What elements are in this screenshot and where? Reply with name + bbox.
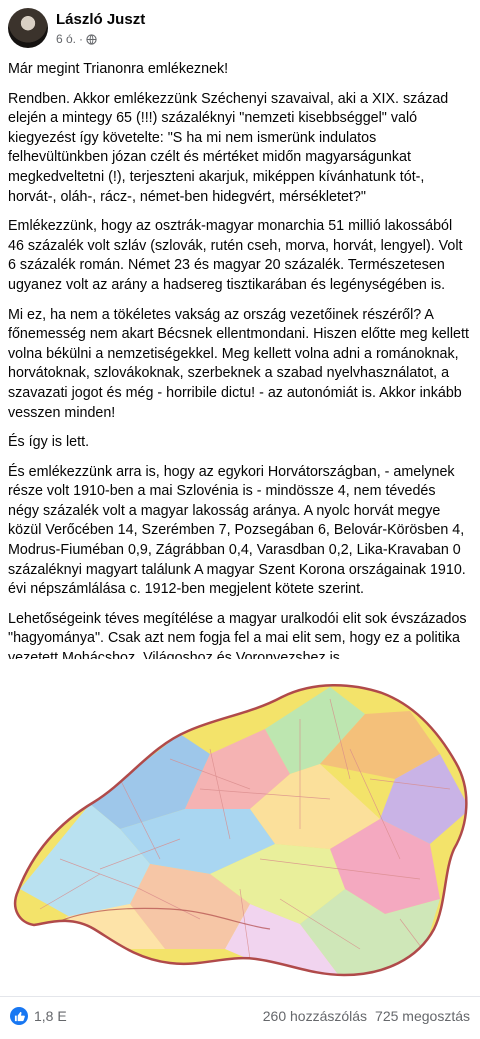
post-paragraph: Már megint Trianonra emlékeznek!: [8, 61, 229, 77]
post-paragraph: És így is lett.: [8, 434, 90, 451]
post-paragraph: Emlékezzünk, hogy az osztrák-magyar monarchia 51 millió lakossából 46 százalék volt szláv (szlovák, rutén cseh, morva, horvát, lengyel). Volt 6 százalék román. Német 23 és magyar 20 százalék. Természetesen ugyanez volt az arány a hadsereg tisztikarában és legénységében is.: [8, 218, 467, 293]
shares-count[interactable]: 725 megosztás: [375, 1008, 470, 1024]
comments-count[interactable]: 260 hozzászólás: [262, 1008, 368, 1024]
post-paragraph: És emlékezzünk arra is, hogy az egykori Horvátországban, - amelynek része volt 1910-ben a mai Szlovénia is - mindössze 4, nem tévedés négy százalék volt a magyar lakosság aránya. A nyolc horvát megye közül Verőcében 14, Szerémben 7, Pozsegában 6, Belovár-Körösben 4, Modrus-Fiuméban 0,9, Zágrábban 0,4, Varasdban 0,2, Lika-Kravaban 0 százaléknyi magyart találunk A magyar Szent Korona országainak 1910. évi népszámlálása c. 1912-ben megjelent kötete szerint.: [8, 463, 470, 598]
author-name[interactable]: László Juszt: [56, 11, 146, 28]
post-header: [8, 8, 472, 52]
post-image-map[interactable]: [0, 659, 480, 989]
meta-separator: ·: [79, 32, 84, 46]
post-paragraph: Rendben. Akkor emlékezzünk Széchenyi szavaival, aki a XIX. század elején a mintegy 65 (!!!) százaléknyi "nemzeti kisebbséggel" való kiegyezést így követelte: "S ha mi nem ismerünk indulatos felhevültünkben józan czélt és mértéket midőn magyarságunkat megkedveltetni (!), terjeszteni akarjuk, miképpen kívánhatunk tót-, horvát-, oláh-, rácz-, német-ben hidegvért, mérsékletet?": [8, 90, 453, 205]
post-paragraph: Lehetőségeink téves megítélése a magyar uralkodói elit sok évszázados "hagyománya". Csak azt nem fogja fel a mai elit sem, hogy ez a politika: [8, 610, 467, 647]
globe-icon: [86, 34, 97, 45]
post-footer: [0, 996, 480, 1039]
like-icon: [10, 1007, 28, 1025]
reaction-count: 1,8 E: [34, 1008, 67, 1024]
post-time[interactable]: 6 ó.: [56, 32, 77, 46]
post-body: [8, 60, 473, 679]
historical-map-image: [0, 659, 480, 989]
post-meta: [56, 32, 97, 46]
engagement-stats: [263, 1008, 470, 1024]
avatar[interactable]: [8, 8, 48, 48]
post-paragraph: Mi ez, ha nem a tökéletes vakság az ország vezetőinek részéről? A főnemesség nem akart Bécsnek ellentmondani. Hiszen előtte meg kellett volna békülni a nemzetiségekkel. Meg kellett volna adni a románoknak, horvátoknak, szlovákoknak, szerbeknek a szabad nyelvhasználatot, a szavazati jogot és még - horribile dictu! - az autonómiát is. Akkor inkább vesszen minden!: [8, 306, 473, 421]
reaction-summary[interactable]: [10, 1007, 67, 1025]
